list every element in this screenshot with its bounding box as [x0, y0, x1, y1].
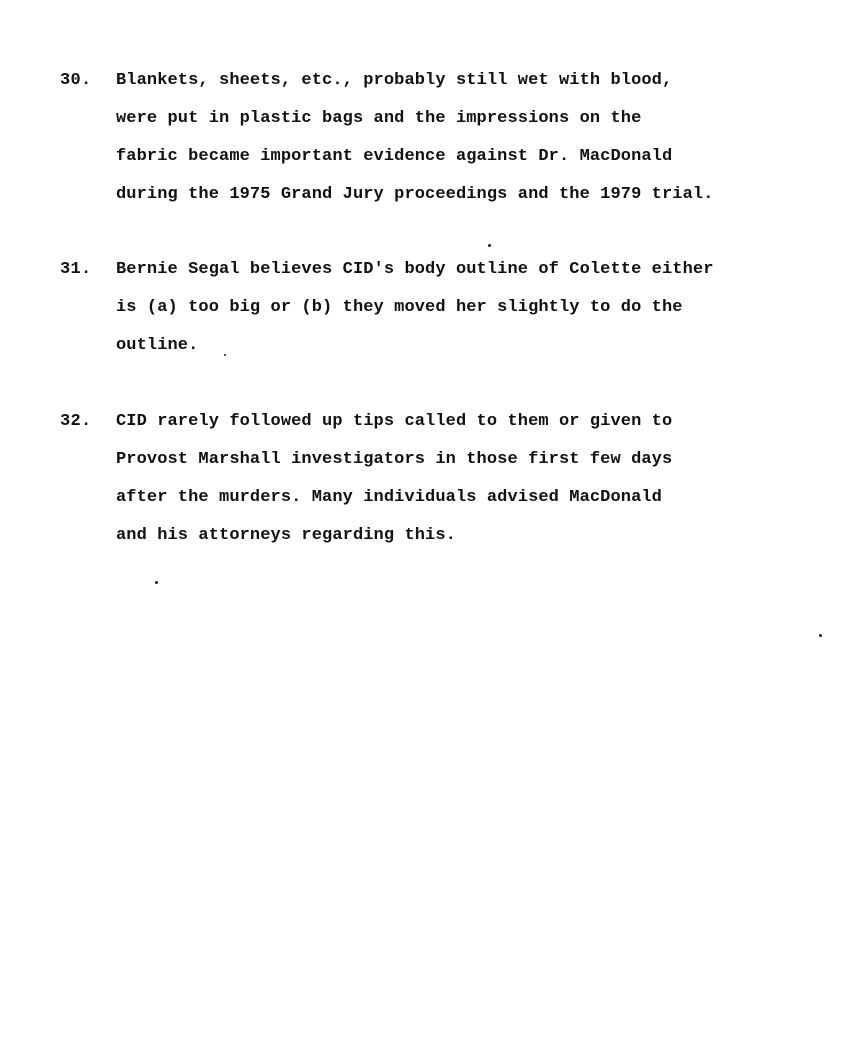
- paragraph-text: [116, 251, 840, 365]
- paragraph-text: [116, 403, 840, 555]
- paragraph-number: 31.: [60, 260, 92, 279]
- scan-speck: [224, 354, 226, 356]
- paragraph-line: is (a) too big or (b) they moved her slightly to do the: [116, 298, 683, 317]
- paragraph-line: CID rarely followed up tips called to them or given to: [116, 412, 673, 431]
- paragraph-line: during the 1975 Grand Jury proceedings and the 1979 trial.: [116, 185, 714, 204]
- paragraph-line: Provost Marshall investigators in those first few days: [116, 450, 673, 469]
- paragraph-line: Bernie Segal believes CID's body outline of Colette either: [116, 260, 714, 279]
- scan-speck: [155, 581, 158, 584]
- paragraph-line: after the murders. Many individuals advised MacDonald: [116, 488, 662, 507]
- paragraph-number: 30.: [60, 71, 92, 90]
- paragraph-line: were put in plastic bags and the impressions on the: [116, 109, 642, 128]
- scan-speck: [488, 244, 491, 247]
- paragraph-text: [116, 62, 840, 214]
- scan-speck: [819, 634, 822, 637]
- paragraph-line: Blankets, sheets, etc., probably still wet with blood,: [116, 71, 673, 90]
- paragraph-line: outline.: [116, 336, 199, 355]
- paragraph-line: fabric became important evidence against Dr. MacDonald: [116, 147, 673, 166]
- paragraph-number: 32.: [60, 412, 92, 431]
- paragraph-line: and his attorneys regarding this.: [116, 526, 456, 545]
